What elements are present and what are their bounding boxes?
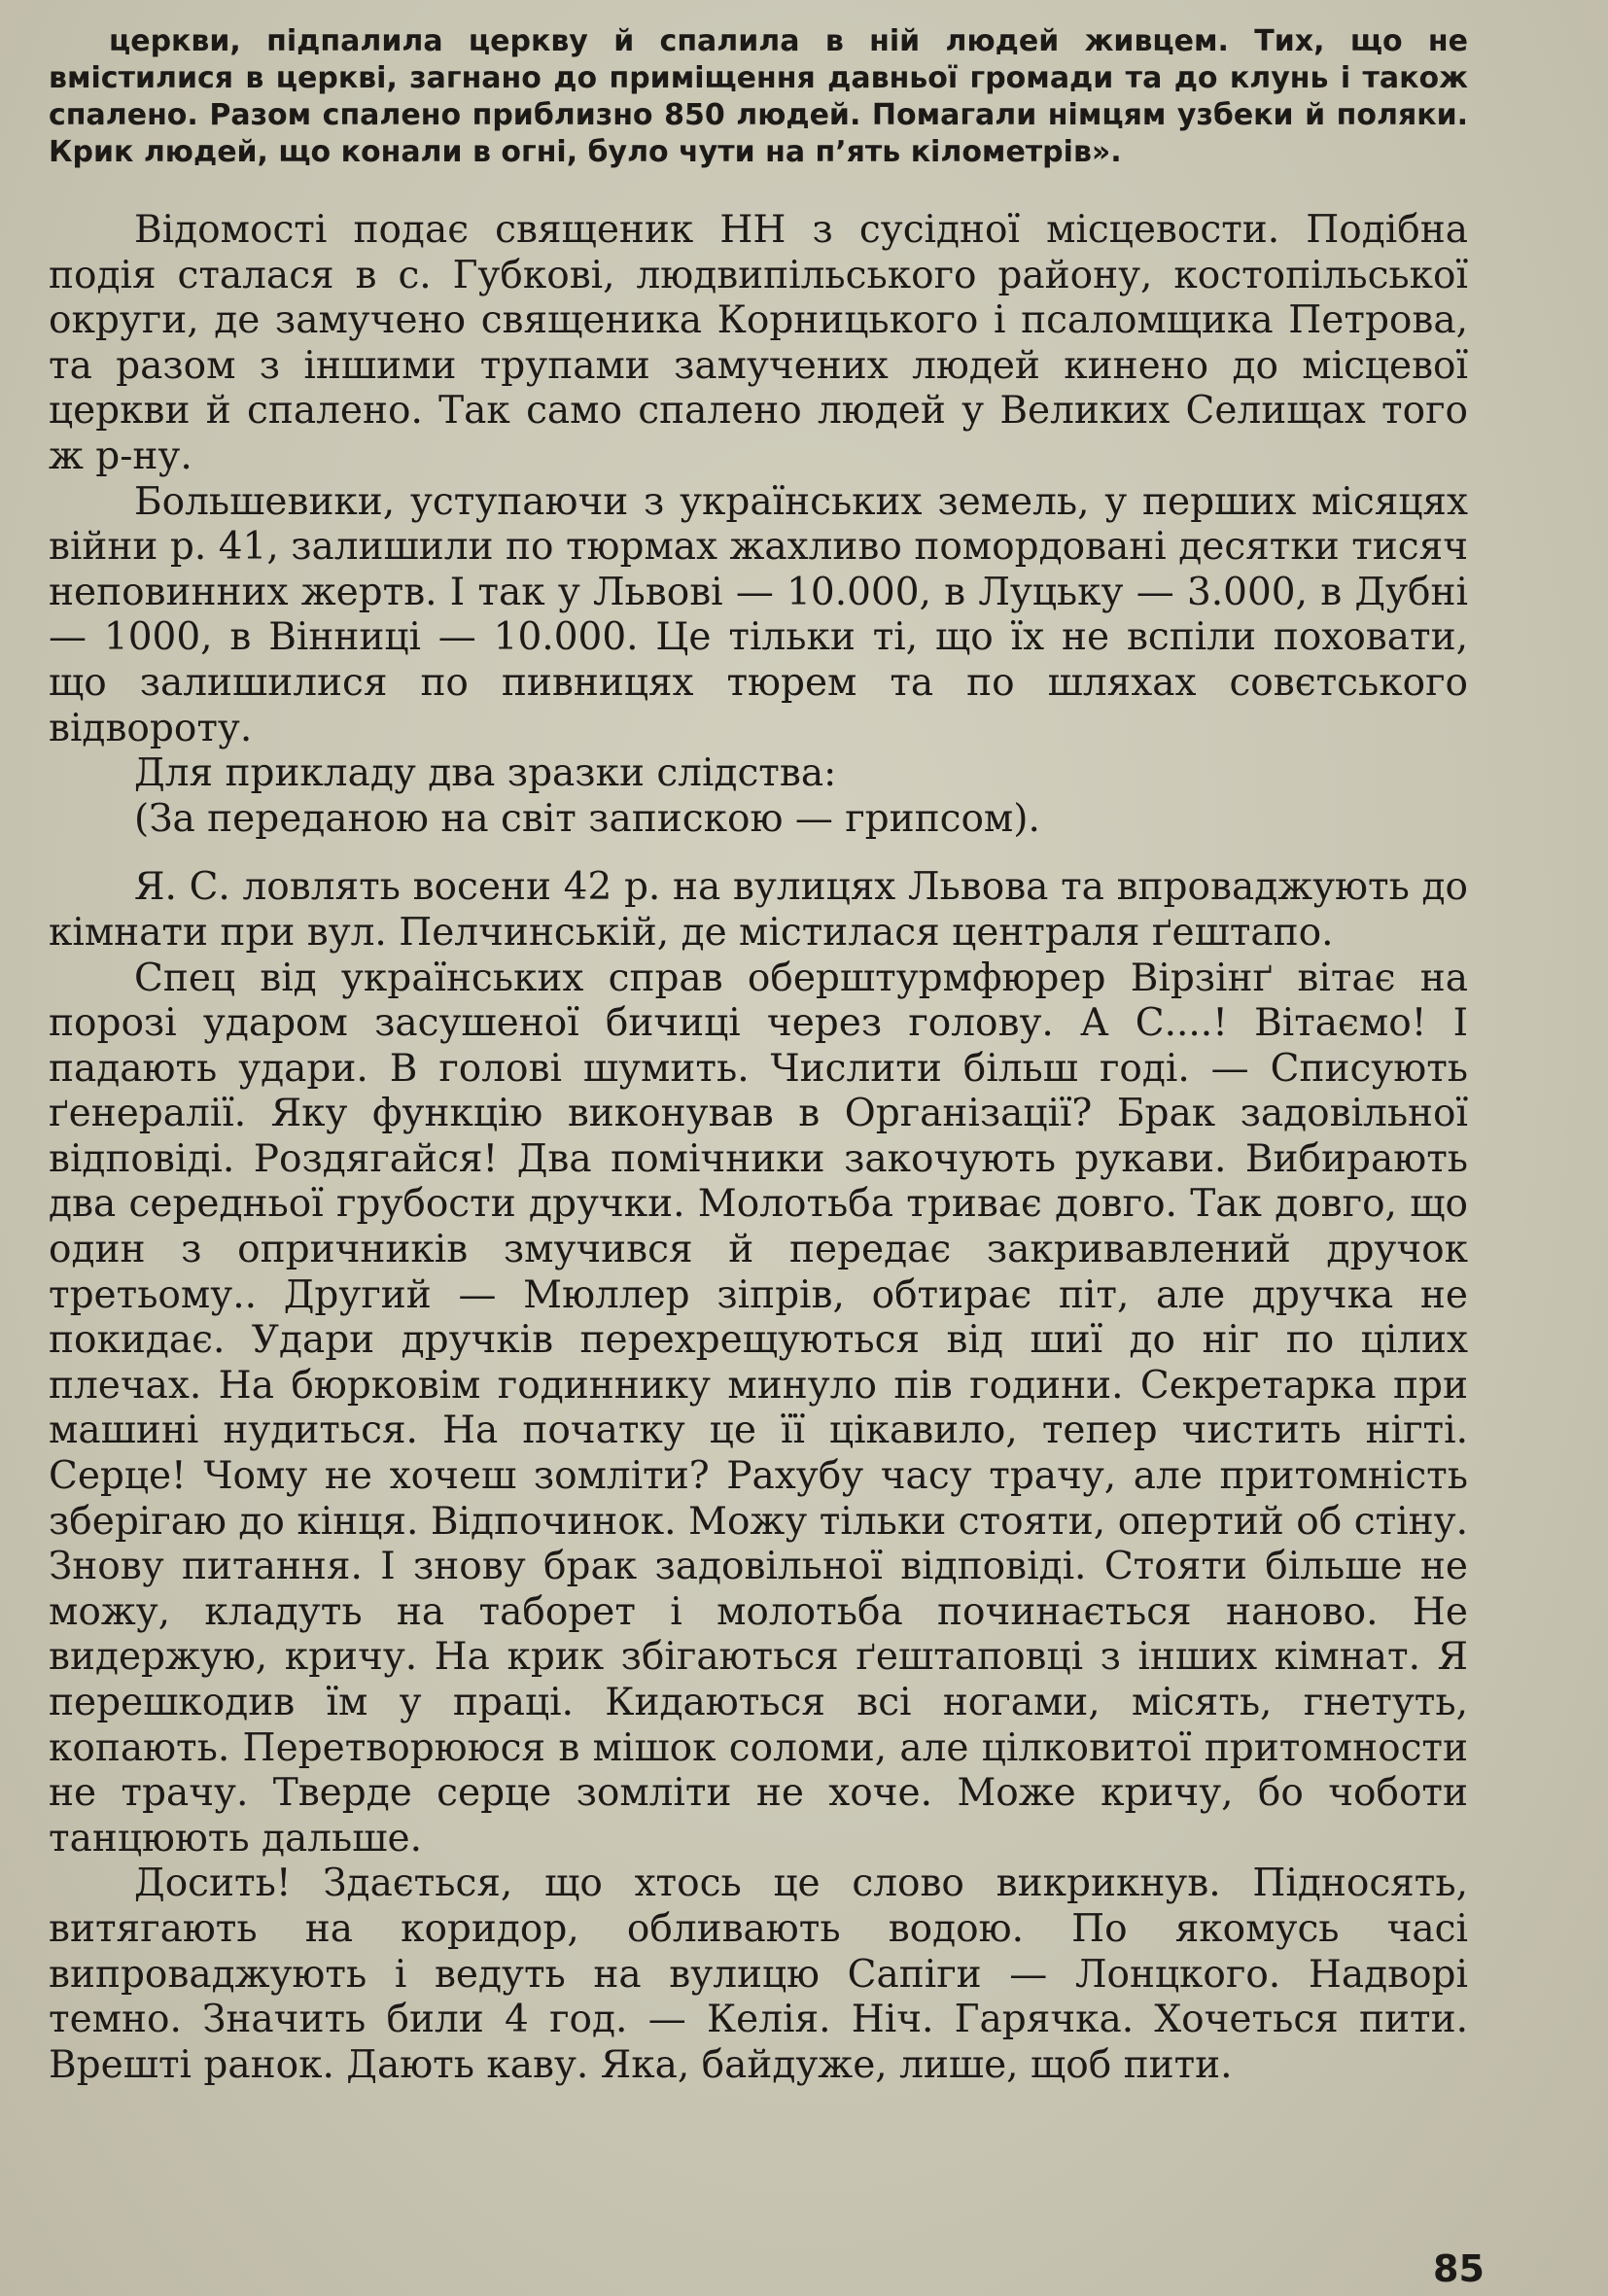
paragraph-grips-note: (За переданою на світ запискою — грипсом). <box>134 796 1040 841</box>
page-text <box>49 23 1468 2088</box>
paragraph-investigation-intro: Для прикладу два зразки слідства: <box>134 751 837 796</box>
paragraph-aftermath: Досить! Здається, що хтось це слово викрикнув. Підносять, витягають на коридор, обливають водою. По якомусь часі випроваджують і ведуть на вулицю Сапіги — Лонцкого. Надворі темно. Значить били 4 год. — Келія. Ніч. Гарячка. Хочеться пити. Врешті ранок. Дають каву. Яка, байдуже, лише, щоб пити. <box>49 1861 1468 2087</box>
paragraph-priest-report: Відомості подає священик НН з сусідної місцевости. Подібна подія сталася в с. Губкові, людвипільського району, костопільської округи, де замучено священика Корницького і псаломщика Петрова, та разом з іншими трупами замучених людей кинено до місцевої церкви й спалено. Так само спалено людей у Великих Селищах того ж р-ну. <box>49 208 1468 478</box>
paragraph-interrogation: Спец від українських справ оберштурмфюрер Вірзінґ вітає на порозі ударом засушеної бичиці через голову. А С....! Вітаємо! І падають удари. В голові шумить. Числити більш годі. — Списують ґенералії. Яку функцію виконував в Організації? Брак задовільної відповіді. Роздягайся! Два помічники закочують рукави. Вибирають два середньої грубости дручки. Молотьба триває довго. Так довго, що один з опричників змучився й передає закривавлений дручок третьому.. Другий — Мюллер зіпрів, обтирає піт, але дручка не покидає. Удари дручків перехрещуються від шиї до ніг по цілих плечах. На бюрковім годиннику минуло пів години. Секретарка при машині нудиться. На початку це її цікавило, тепер чистить нігті. Серце! Чому не хочеш зомліти? Рахубу часу трачу, але притомність зберігаю до кінця. Відпочинок. Можу тільки стояти, опертий об стіну. Знову питання. І знову брак задовільної відповіді. Стояти більше не можу, кладуть на таборет і молотьба починається наново. Не видержую, кричу. На крик збігаються ґештаповці з інших кімнат. Я перешкодив їм у праці. Кидаються всі ногами, місять, гнетуть, копають. Перетворююся в мішок соломи, але цілковитої притомности не трачу. Тверде серце зомліти не хоче. Може кричу, бо чоботи танцюють дальше. <box>49 956 1468 1861</box>
paragraph-arrest: Я. С. ловлять восени 42 р. на вулицях Львова та впроваджують до кімнати при вул. Пелчинській, де містилася централя ґештапо. <box>49 865 1468 955</box>
paragraph-bolshevik-victims: Большевики, уступаючи з українських земель, у перших місяцях війни р. 41, залишили по тюрмах жахливо помордовані десятки тисяч неповинних жертв. І так у Львові — 10.000, в Луцьку — 3.000, в Дубні — 1000, в Вінниці — 10.000. Це тільки ті, що їх не вспіли поховати, що залишилися по пивницях тюрем та по шляхах совєтського відвороту. <box>49 479 1468 750</box>
quoted-testimony: церкви, підпалила церкву й спалила в ній людей живцем. Тих, що не вмістилися в церкві, загнано до приміщення давньої громади та до клунь і також спалено. Разом спалено приблизно 850 людей. Помагали німцям узбеки й поляки. Крик людей, що конали в огні, було чути на п’ять кілометрів». <box>49 24 1468 169</box>
page-number: 85 <box>1433 2247 1485 2290</box>
